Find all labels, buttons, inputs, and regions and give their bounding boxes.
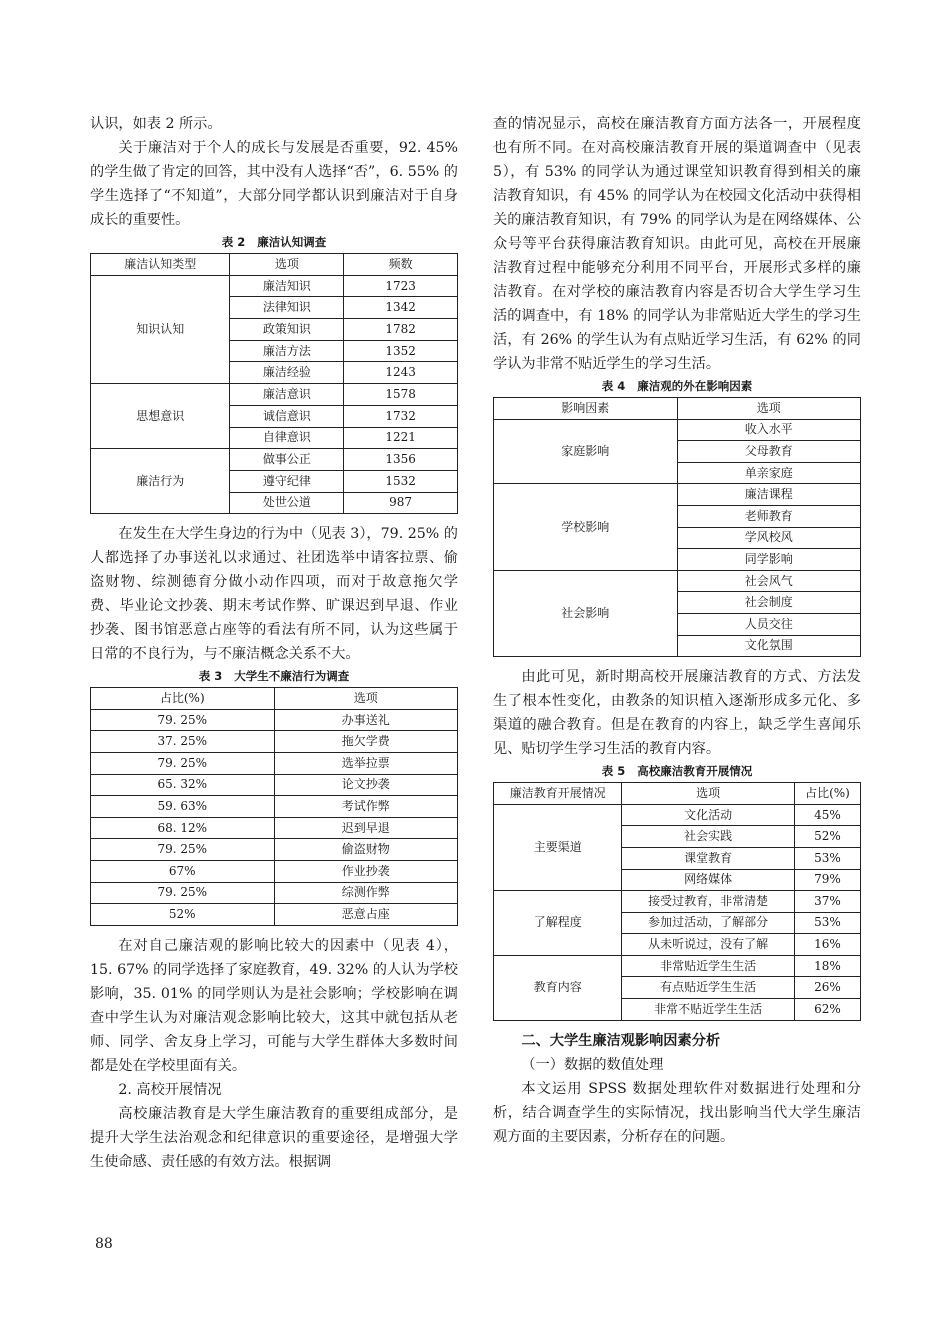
table-cell: 廉洁方法	[230, 340, 344, 362]
table-cell: 家庭影响	[494, 419, 678, 484]
table-cell: 987	[344, 492, 458, 514]
table-cell: 综测作弊	[274, 882, 458, 904]
subsection-heading: （一）数据的数值处理	[521, 1056, 664, 1073]
table-cell: 拖欠学费	[274, 731, 458, 753]
table-cell: 1243	[344, 362, 458, 384]
table-cell: 79. 25%	[91, 709, 275, 731]
table-header-row	[494, 398, 861, 420]
paragraph: 认识，如表 2 所示。	[90, 116, 222, 132]
table-cell: 参加过活动，了解部分	[622, 912, 794, 934]
table-header-cell: 频数	[344, 254, 458, 276]
table-5-caption: 表 5 高校廉洁教育开展情况	[601, 764, 753, 779]
table-cell: 非常贴近学生生活	[622, 955, 794, 977]
table-cell: 52%	[91, 904, 275, 926]
table-cell: 考试作弊	[274, 796, 458, 818]
table-row	[91, 774, 458, 796]
table-2	[90, 253, 458, 514]
table-row	[91, 839, 458, 861]
paragraph: 查的情况显示，高校在廉洁教育方面方法各一，开展程度也有所不同。在对高校廉洁教育开展的渠道调查中（见表 5），有 53% 的同学认为通过课堂知识教育得到相关的廉洁教育知识，有 45% 的同学认为在校园文化活动中获得相关的廉洁教育知识，有 79% 的同学认为是在网络媒体、公众号等平台获得廉洁教育知识。由此可见，高校在开展廉洁教育过程中能够充分利用不同平台，开展形式多样的廉洁教育。在对学校的廉洁教育内容是否切合大学生学习生活的调查中，有 18% 的同学认为非常贴近大学生的学习生活，有 26% 的学生认为有点贴近学习生活，有 62% 的同学认为非常不贴近学生的学习生活。	[493, 116, 861, 372]
table-2-caption: 表 2 廉洁认知调查	[221, 235, 327, 249]
table-cell: 1221	[344, 427, 458, 449]
table-cell: 主要渠道	[494, 804, 622, 890]
table-cell: 诚信意识	[230, 405, 344, 427]
table-cell: 选举拉票	[274, 753, 458, 775]
table-cell: 接受过教育，非常清楚	[622, 891, 794, 913]
table-cell: 同学影响	[677, 549, 861, 571]
table-cell: 自律意识	[230, 427, 344, 449]
right-column	[493, 112, 861, 1149]
table-row	[91, 861, 458, 883]
table-3-caption: 表 3 大学生不廉洁行为调查	[198, 669, 350, 684]
table-row	[91, 709, 458, 731]
table-cell: 网络媒体	[622, 869, 794, 891]
table-row	[494, 891, 861, 913]
table-cell: 偷盗财物	[274, 839, 458, 861]
table-row	[91, 384, 458, 406]
table-cell: 1352	[344, 340, 458, 362]
table-cell: 53%	[794, 847, 860, 869]
table-header-cell: 影响因素	[494, 398, 678, 420]
table-cell: 文化氛围	[677, 635, 861, 657]
table-header-cell: 廉洁教育开展情况	[494, 783, 622, 805]
table-row	[91, 275, 458, 297]
table-row	[91, 882, 458, 904]
table-cell: 论文抄袭	[274, 774, 458, 796]
table-cell: 26%	[794, 977, 860, 999]
table-cell: 政策知识	[230, 319, 344, 341]
table-4-caption: 表 4 廉洁观的外在影响因素	[601, 379, 753, 393]
table-cell: 课堂教育	[622, 847, 794, 869]
table-cell: 1342	[344, 297, 458, 319]
table-header-cell: 选项	[230, 254, 344, 276]
table-cell: 68. 12%	[91, 817, 275, 839]
table-cell: 79%	[794, 869, 860, 891]
table-header-cell: 选项	[622, 783, 794, 805]
table-cell: 文化活动	[622, 804, 794, 826]
table-cell: 1578	[344, 384, 458, 406]
table-cell: 廉洁知识	[230, 275, 344, 297]
table-row	[494, 570, 861, 592]
table-cell: 1532	[344, 470, 458, 492]
table-header-cell: 廉洁认知类型	[91, 254, 230, 276]
table-cell: 廉洁课程	[677, 484, 861, 506]
table-cell: 廉洁意识	[230, 384, 344, 406]
table-cell: 1782	[344, 319, 458, 341]
table-cell: 知识认知	[91, 275, 230, 383]
table-cell: 父母教育	[677, 441, 861, 463]
table-cell: 恶意占座	[274, 904, 458, 926]
table-cell: 作业抄袭	[274, 861, 458, 883]
table-cell: 做事公正	[230, 449, 344, 471]
table-row	[494, 804, 861, 826]
table-header-row	[91, 254, 458, 276]
table-cell: 79. 25%	[91, 753, 275, 775]
table-row	[494, 419, 861, 441]
table-cell: 1723	[344, 275, 458, 297]
table-cell: 社会实践	[622, 826, 794, 848]
table-header-cell: 占比(%)	[794, 783, 860, 805]
paragraph: 由此可见，新时期高校开展廉洁教育的方式、方法发生了根本性变化，由教条的知识植入逐渐形成多元化、多渠道的融合教育。但是在教育的内容上，缺乏学生喜闻乐见、贴切学生学习生活的教育内容。	[493, 669, 861, 758]
table-cell: 1732	[344, 405, 458, 427]
paragraph: 关于廉洁对于个人的成长与发展是否重要，92. 45% 的学生做了肯定的回答，其中没有人选择“否”，6. 55% 的学生选择了“不知道”，大部分同学都认识到廉洁对于自身成长的重要性。	[90, 140, 458, 228]
table-header-cell: 选项	[677, 398, 861, 420]
table-cell: 收入水平	[677, 419, 861, 441]
table-cell: 单亲家庭	[677, 462, 861, 484]
table-row	[91, 904, 458, 926]
table-cell: 非常不贴近学生生活	[622, 999, 794, 1021]
table-3	[90, 687, 458, 926]
table-cell: 79. 25%	[91, 882, 275, 904]
table-cell: 社会制度	[677, 592, 861, 614]
table-cell: 62%	[794, 999, 860, 1021]
paragraph: 本文运用 SPSS 数据处理软件对数据进行处理和分析，结合调查学生的实际情况，找出影响当代大学生廉洁观方面的主要因素，分析存在的问题。	[493, 1080, 861, 1145]
table-cell: 教育内容	[494, 955, 622, 1020]
table-header-cell: 占比(%)	[91, 688, 275, 710]
table-cell: 学风校风	[677, 527, 861, 549]
table-cell: 了解程度	[494, 891, 622, 956]
paragraph: 在发生在大学生身边的行为中（见表 3），79. 25% 的人都选择了办事送礼以求通过、社团选举中请客拉票、偷盗财物、综测德育分做小动作四项，而对于故意拖欠学费、毕业论文抄袭、期末考试作弊、旷课迟到早退、作业抄袭、图书馆恶意占座等的看法有所不同，认为这些属于日常的不良行为，与不廉洁概念关系不大。	[90, 526, 458, 663]
table-header-row	[494, 783, 861, 805]
table-cell: 52%	[794, 826, 860, 848]
paragraph: 高校廉洁教育是大学生廉洁教育的重要组成部分，是提升大学生法治观念和纪律意识的重要途径，是增强大学生使命感、责任感的有效方法。根据调	[90, 1105, 458, 1170]
table-header-cell: 选项	[274, 688, 458, 710]
page-number: 88	[95, 1236, 113, 1252]
table-row	[494, 955, 861, 977]
table-cell: 学校影响	[494, 484, 678, 570]
table-cell: 社会风气	[677, 570, 861, 592]
paragraph: 在对自己廉洁观的影响比较大的因素中（见表 4），15. 67% 的同学选择了家庭教育，49. 32% 的人认为学校影响，35. 01% 的同学则认为是社会影响；学校影响在调查中学生认为对廉洁观念影响比较大，这其中就包括从老师、同学、舍友身上学习，可能与大学生群体大多数时间都是处在学校里面有关。	[90, 937, 458, 1074]
table-cell: 社会影响	[494, 570, 678, 656]
section-heading: 二、大学生廉洁观影响因素分析	[521, 1032, 721, 1049]
table-cell: 法律知识	[230, 297, 344, 319]
table-cell: 办事送礼	[274, 709, 458, 731]
table-cell: 67%	[91, 861, 275, 883]
table-cell: 37. 25%	[91, 731, 275, 753]
table-cell: 廉洁行为	[91, 449, 230, 514]
table-cell: 45%	[794, 804, 860, 826]
table-cell: 遵守纪律	[230, 470, 344, 492]
table-cell: 老师教育	[677, 505, 861, 527]
table-cell: 廉洁经验	[230, 362, 344, 384]
table-cell: 37%	[794, 891, 860, 913]
table-cell: 有点贴近学生生活	[622, 977, 794, 999]
table-row	[91, 731, 458, 753]
table-cell: 人员交往	[677, 613, 861, 635]
table-row	[91, 796, 458, 818]
table-row	[91, 753, 458, 775]
table-cell: 处世公道	[230, 492, 344, 514]
table-row	[91, 817, 458, 839]
left-column	[90, 112, 458, 1174]
table-4	[493, 397, 861, 657]
table-header-row	[91, 688, 458, 710]
table-cell: 79. 25%	[91, 839, 275, 861]
table-row	[91, 449, 458, 471]
table-cell: 迟到早退	[274, 817, 458, 839]
table-cell: 从未听说过，没有了解	[622, 934, 794, 956]
table-cell: 59. 63%	[91, 796, 275, 818]
table-cell: 思想意识	[91, 384, 230, 449]
table-cell: 1356	[344, 449, 458, 471]
subsection-heading: 2. 高校开展情况	[118, 1081, 222, 1098]
table-row	[494, 484, 861, 506]
table-cell: 65. 32%	[91, 774, 275, 796]
table-cell: 16%	[794, 934, 860, 956]
table-cell: 53%	[794, 912, 860, 934]
table-cell: 18%	[794, 955, 860, 977]
table-5	[493, 782, 861, 1021]
